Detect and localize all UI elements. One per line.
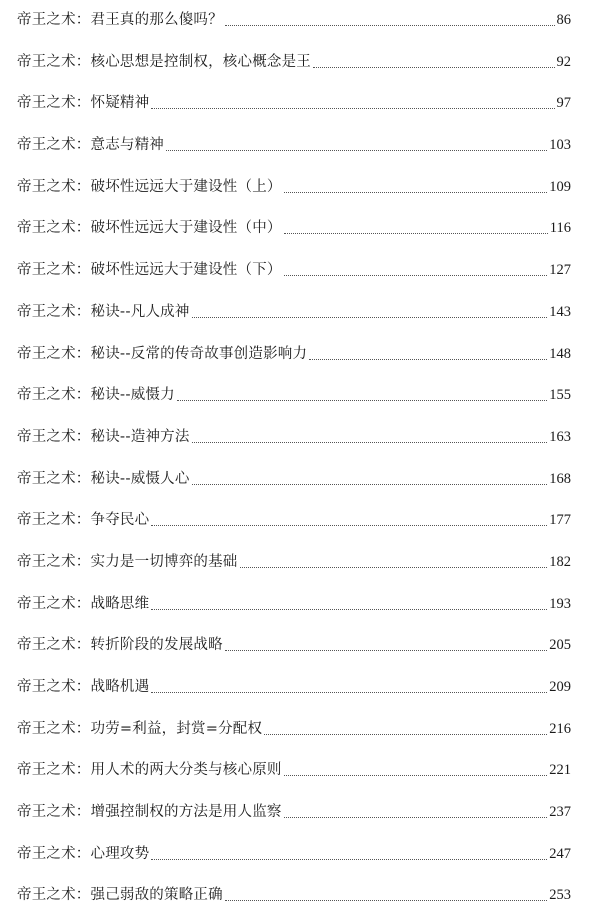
toc-entry-page: 205 bbox=[549, 637, 571, 654]
toc-entry-title: 帝王之术：强己弱敌的策略正确 bbox=[17, 887, 223, 904]
toc-entry[interactable] bbox=[17, 72, 571, 114]
toc-entry[interactable] bbox=[17, 780, 571, 822]
toc-entry[interactable] bbox=[17, 238, 571, 280]
toc-entry-page: 182 bbox=[549, 553, 571, 570]
toc-entry-title: 帝王之术：破坏性远远大于建设性（下） bbox=[17, 262, 282, 279]
toc-entry[interactable] bbox=[17, 364, 571, 406]
toc-entry[interactable] bbox=[17, 0, 571, 30]
toc-entry[interactable] bbox=[17, 614, 571, 656]
toc-entry-title: 帝王之术：核心思想是控制权，核心概念是王 bbox=[17, 53, 311, 70]
dot-leader bbox=[225, 900, 547, 901]
toc-entry[interactable] bbox=[17, 155, 571, 197]
toc-entry-page: 209 bbox=[549, 679, 571, 695]
toc-entry-title: 帝王之术：秘诀--反常的传奇故事创造影响力 bbox=[17, 345, 308, 362]
toc-entry-page: 216 bbox=[549, 720, 571, 737]
dot-leader bbox=[313, 67, 555, 68]
dot-leader bbox=[192, 484, 548, 485]
toc-entry[interactable] bbox=[17, 113, 571, 155]
toc-entry[interactable] bbox=[17, 697, 571, 739]
toc-entry-title: 帝王之术：君王真的那么傻吗？ bbox=[17, 12, 223, 28]
toc-entry-title: 帝王之术：转折阶段的发展战略 bbox=[17, 637, 223, 654]
toc-entry-page: 127 bbox=[549, 262, 571, 279]
toc-entry[interactable] bbox=[17, 405, 571, 447]
table-of-contents bbox=[17, 0, 571, 905]
toc-entry-title: 帝王之术：怀疑精神 bbox=[17, 95, 150, 112]
toc-entry-title: 帝王之术：战略思维 bbox=[17, 595, 150, 612]
dot-leader bbox=[177, 400, 547, 401]
toc-entry-title: 帝王之术：破坏性远远大于建设性（中） bbox=[17, 220, 282, 237]
dot-leader bbox=[225, 650, 547, 651]
toc-entry-page: 237 bbox=[549, 804, 571, 821]
toc-entry-page: 221 bbox=[549, 762, 571, 779]
toc-entry-page: 247 bbox=[549, 845, 571, 862]
dot-leader bbox=[264, 734, 547, 735]
toc-entry[interactable] bbox=[17, 655, 571, 697]
toc-entry[interactable] bbox=[17, 822, 571, 864]
dot-leader bbox=[151, 692, 547, 693]
dot-leader bbox=[151, 859, 547, 860]
toc-entry-page: 116 bbox=[549, 220, 571, 237]
toc-entry-title: 帝王之术：增强控制权的方法是用人监察 bbox=[17, 804, 282, 821]
toc-entry-page: 193 bbox=[549, 595, 571, 612]
toc-entry-page: 86 bbox=[556, 12, 571, 28]
toc-entry-title: 帝王之术：心理攻势 bbox=[17, 845, 150, 862]
toc-entry-title: 帝王之术：功劳=利益，封赏=分配权 bbox=[17, 720, 263, 737]
toc-entry-page: 148 bbox=[549, 345, 571, 362]
dot-leader bbox=[309, 359, 547, 360]
dot-leader bbox=[240, 567, 548, 568]
toc-entry[interactable] bbox=[17, 30, 571, 72]
toc-entry-title: 帝王之术：争夺民心 bbox=[17, 512, 150, 529]
toc-entry-page: 103 bbox=[549, 137, 571, 154]
toc-entry-page: 253 bbox=[549, 887, 571, 904]
dot-leader bbox=[151, 525, 547, 526]
toc-entry[interactable] bbox=[17, 197, 571, 239]
toc-entry-page: 163 bbox=[549, 428, 571, 445]
dot-leader bbox=[151, 108, 554, 109]
toc-entry-page: 109 bbox=[549, 178, 571, 195]
toc-entry-page: 177 bbox=[549, 512, 571, 529]
toc-entry-title: 帝王之术：秘诀--威慑人心 bbox=[17, 470, 190, 487]
toc-entry-page: 143 bbox=[549, 303, 571, 320]
toc-entry[interactable] bbox=[17, 864, 571, 906]
toc-entry-title: 帝王之术：用人术的两大分类与核心原则 bbox=[17, 762, 282, 779]
toc-entry-title: 帝王之术：破坏性远远大于建设性（上） bbox=[17, 178, 282, 195]
toc-entry[interactable] bbox=[17, 739, 571, 781]
toc-entry-page: 92 bbox=[556, 53, 571, 70]
dot-leader bbox=[284, 275, 548, 276]
toc-entry[interactable] bbox=[17, 489, 571, 531]
dot-leader bbox=[284, 233, 548, 234]
dot-leader bbox=[192, 317, 548, 318]
toc-entry-title: 帝王之术：战略机遇 bbox=[17, 679, 150, 695]
toc-entry-page: 168 bbox=[549, 470, 571, 487]
toc-entry[interactable] bbox=[17, 280, 571, 322]
dot-leader bbox=[166, 150, 547, 151]
dot-leader bbox=[284, 775, 548, 776]
dot-leader bbox=[284, 192, 548, 193]
toc-entry[interactable] bbox=[17, 530, 571, 572]
toc-entry-title: 帝王之术：秘诀--凡人成神 bbox=[17, 303, 190, 320]
toc-entry-title: 帝王之术：秘诀--造神方法 bbox=[17, 428, 190, 445]
dot-leader bbox=[225, 25, 555, 26]
toc-entry[interactable] bbox=[17, 447, 571, 489]
toc-entry-page: 155 bbox=[549, 387, 571, 404]
toc-entry-title: 帝王之术：实力是一切博弈的基础 bbox=[17, 553, 238, 570]
dot-leader bbox=[284, 817, 548, 818]
toc-entry-title: 帝王之术：秘诀--威慑力 bbox=[17, 387, 175, 404]
toc-entry[interactable] bbox=[17, 322, 571, 364]
toc-entry-title: 帝王之术：意志与精神 bbox=[17, 137, 164, 154]
toc-entry[interactable] bbox=[17, 572, 571, 614]
dot-leader bbox=[192, 442, 548, 443]
dot-leader bbox=[151, 609, 547, 610]
toc-entry-page: 97 bbox=[556, 95, 571, 112]
